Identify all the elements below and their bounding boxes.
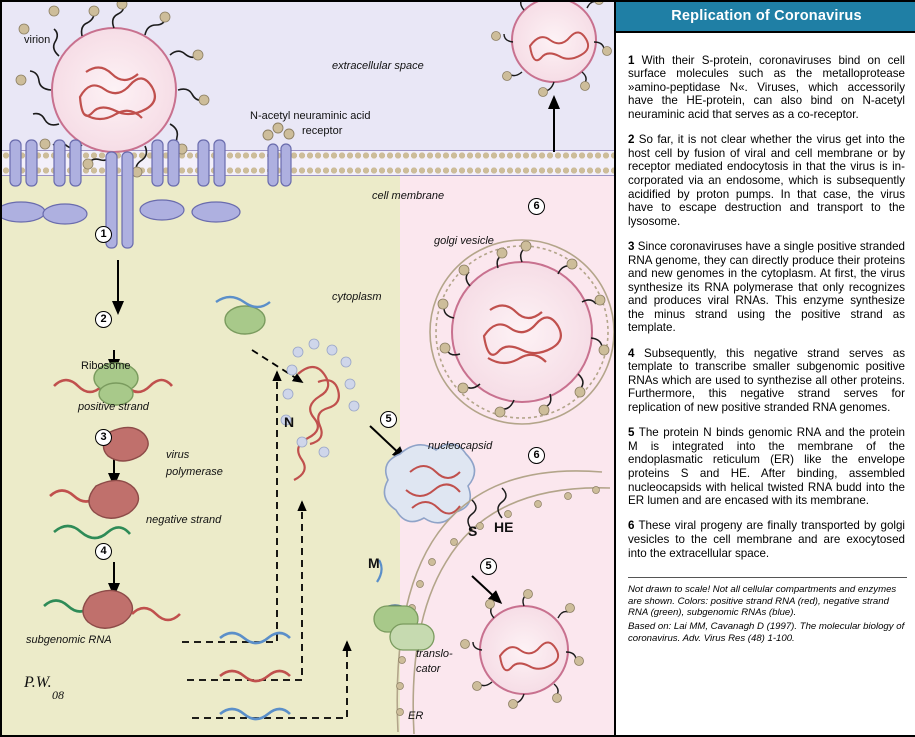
- step-text-1: With their S-protein, coronaviruses bind on cell surface molecules such as the metalloprotease »amino-peptidase N«. Viruses, which accessorily have the HE-protein, can also bind on N-acetyl neuraminic acid that serves as a co-receptor.: [628, 53, 905, 121]
- step-paragraph-2: [628, 133, 905, 228]
- free-ribosome: [216, 297, 270, 334]
- label-positive-strand: positive strand: [78, 401, 149, 413]
- step-text-2: So far, it is not clear whether the virus get into the host cell by fusion of viral and cell membrane or by receptor mediated endocytosis in that the virus is in-corporated via an endosome, which is subsequently acidified by proton pumps. In that case, the virus have to escape destruction and transport to the lysosome.: [628, 133, 905, 228]
- step-number-5: 5: [628, 426, 635, 440]
- footnote-1: Not drawn to scale! Not all cellular compartments and enzymes are shown. Colors: positive strand RNA (red), negative strand RNA (green), subgenomic RNAs (blue).: [628, 584, 897, 618]
- step-text-4: Subsequently, this negative strand serves as template to transcribe smaller subgenomic positive RNAs which are used to synthezise all other proteins. Furthermore, this negative strand serves for replication of new positive stranded RNA genomes.: [628, 346, 905, 415]
- step-paragraph-1: [628, 54, 905, 122]
- receptor-caps: [2, 200, 240, 224]
- step-paragraph-4: [628, 347, 905, 415]
- step-marker-1: 1: [95, 226, 112, 243]
- dashed-arrows: [182, 350, 347, 718]
- step-marker-5b: 5: [480, 558, 497, 575]
- label-cell-membrane: cell membrane: [372, 190, 445, 202]
- step-number-3: 3: [628, 239, 635, 253]
- step-number-6: 6: [628, 519, 635, 533]
- budding-virion: [461, 590, 584, 709]
- label-cytoplasm: cytoplasm: [332, 291, 382, 303]
- artist-signature-year: 08: [52, 688, 64, 702]
- footnote-2: Based on: Lai MM, Cavanagh D (1997). The molecular biology of coronavirus. Adv. Virus Res (48) 1-100.: [628, 621, 905, 644]
- step-text-3: Since coronaviruses have a single positive stranded RNA genome, they can directly produce their proteins and new genomes in the cytoplasm. At first, the virus synthesize its RNA polymerase that only recognizes and produces viral RNAs. This enzyme synthesize the minus strand using the positive strand as template.: [628, 239, 905, 335]
- label-translocator-line1: translo-: [416, 648, 453, 660]
- step-marker-2: 2: [95, 311, 112, 328]
- label-protein-he: HE: [494, 519, 514, 535]
- panel-title: Replication of Coronavirus: [616, 2, 915, 33]
- neuraminic-acid-receptor: [263, 123, 294, 140]
- footnote-divider: [628, 577, 907, 578]
- nucleocapsid-shape: [384, 444, 474, 523]
- label-protein-m: M: [368, 555, 380, 571]
- label-negative-strand: negative strand: [146, 514, 222, 526]
- step-paragraph-5: [628, 426, 905, 508]
- label-protein-n: N: [284, 414, 295, 430]
- label-translocator-line2: cator: [416, 663, 441, 675]
- label-virion: virion: [24, 34, 51, 46]
- label-neuraminic-acid: N-acetyl neuraminic acid: [250, 110, 371, 122]
- label-ribosome: Ribosome: [81, 360, 131, 372]
- artist-signature-mark: P.W.: [24, 674, 52, 691]
- label-virus-polymerase-line2: polymerase: [166, 466, 223, 478]
- label-er: ER: [408, 710, 424, 722]
- virion-particle: [16, 2, 209, 177]
- step-text-6: These viral progeny are finally transported by golgi vesicles to the cell membrane and are exocytosed into the extracellular space.: [628, 519, 905, 560]
- step-text-5: The protein N binds genomic RNA and the protein M is integrated into the membrane of the endoplasmatic reticulum (ER) like the envelope proteins S and HE. After binding, assembled nucleocapsids with helical twisted RNA budd into the ER lumen and are encased with its membrane.: [628, 426, 905, 508]
- footnotes: [616, 584, 915, 644]
- negative-strand-complex: [44, 590, 180, 628]
- label-extracellular-space: extracellular space: [332, 60, 424, 72]
- step-marker-6b: 6: [528, 447, 545, 464]
- description-panel: [614, 2, 915, 735]
- protein-n-cluster: [294, 367, 339, 480]
- membrane-receptor-proteins: [10, 140, 291, 248]
- step-paragraph-6: [628, 519, 905, 560]
- step-number-2: 2: [628, 133, 635, 147]
- polymerase-on-strand: [50, 480, 138, 538]
- step-marker-5a: 5: [380, 411, 397, 428]
- step-number-4: 4: [628, 346, 635, 360]
- diagram-panel: [2, 2, 614, 735]
- label-golgi-vesicle: golgi vesicle: [434, 235, 494, 247]
- step-marker-6a: 6: [528, 198, 545, 215]
- label-virus-polymerase-line1: virus: [166, 449, 190, 461]
- step-marker-4: 4: [95, 543, 112, 560]
- step-marker-3: 3: [95, 429, 112, 446]
- step-paragraph-3: [628, 240, 905, 335]
- label-subgenomic-rna: subgenomic RNA: [26, 634, 112, 646]
- panel-body: [616, 33, 915, 573]
- label-receptor: receptor: [302, 125, 343, 137]
- exocytosed-virion: [492, 2, 612, 97]
- label-nucleocapsid: nucleocapsid: [428, 440, 493, 452]
- subgenomic-rnas: [220, 633, 290, 719]
- golgi-vesicle: [430, 240, 614, 424]
- step-number-1: 1: [628, 53, 635, 67]
- label-protein-s: S: [468, 523, 478, 539]
